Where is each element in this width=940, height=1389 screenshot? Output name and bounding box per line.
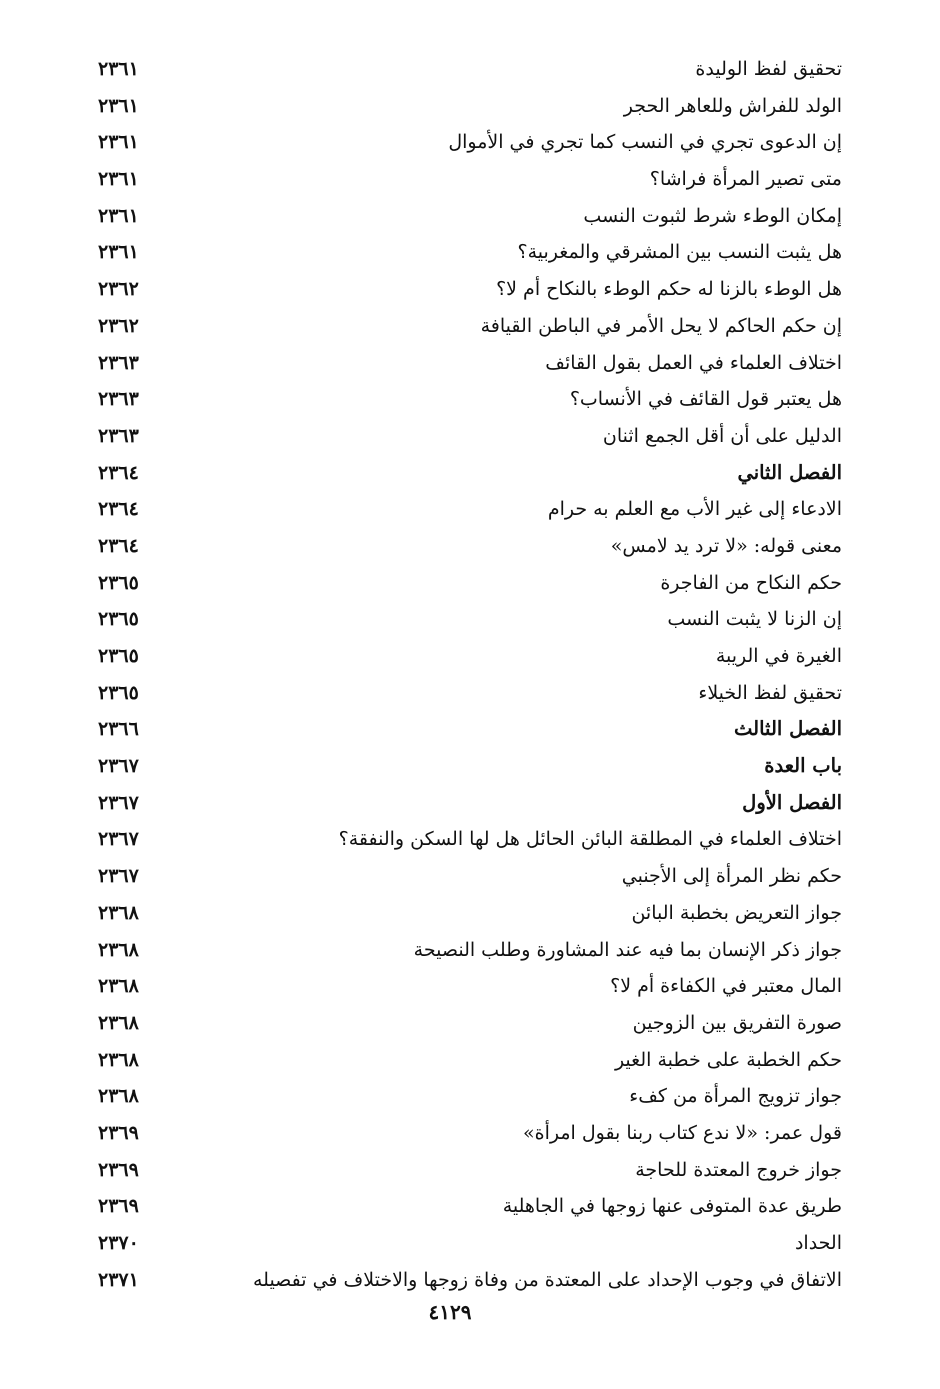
entry-page-number: ٢٣٦١	[98, 131, 139, 154]
entry-title: إن الزنا لا يثبت النسب	[667, 608, 842, 631]
entry-page-number: ٢٣٦٢	[98, 314, 139, 337]
page-number: ٤١٢٩	[428, 1300, 472, 1324]
toc-heading-row	[90, 712, 842, 749]
entry-title: صورة التفريق بين الزوجين	[632, 1011, 842, 1034]
toc-heading-row	[90, 456, 842, 493]
entry-page-number: ٢٣٦٨	[98, 1085, 139, 1108]
entry-title: اختلاف العلماء في المطلقة البائن الحائل هل لها السكن والنفقة؟	[338, 828, 842, 851]
toc-row	[90, 199, 842, 236]
entry-page-number: ٢٣٦٥	[98, 681, 139, 704]
entry-page-number: ٢٣٦٥	[98, 608, 139, 631]
entry-page-number: ٢٣٦٤	[98, 534, 139, 557]
entry-title: حكم نظر المرأة إلى الأجنبي	[621, 865, 842, 888]
entry-page-number: ٢٣٦٧	[98, 865, 139, 888]
entry-page-number: ٢٣٦٧	[98, 828, 139, 851]
section-heading: الفصل الثالث	[734, 717, 842, 741]
entry-page-number: ٢٣٦١	[98, 94, 139, 117]
toc-row	[90, 1116, 842, 1153]
entry-title: إمكان الوطء شرط لثبوت النسب	[583, 204, 842, 227]
entry-title: الاتفاق في وجوب الإحداد على المعتدة من وفاة زوجها والاختلاف في تفصيله	[252, 1268, 842, 1291]
toc-row	[90, 529, 842, 566]
toc-row	[90, 1153, 842, 1190]
toc-row	[90, 89, 842, 126]
toc-row	[90, 235, 842, 272]
entry-page-number: ٢٣٦٨	[98, 1048, 139, 1071]
entry-title: الحداد	[794, 1232, 842, 1254]
entry-page-number: ٢٣٦١	[98, 241, 139, 264]
entry-title: اختلاف العلماء في العمل بقول القائف	[545, 351, 842, 374]
entry-title: معنى قوله: «لا ترد يد لامس»	[610, 534, 842, 557]
entry-page-number: ٢٣٧٠	[98, 1232, 139, 1254]
entry-title: إن الدعوى تجري في النسب كما تجري في الأموال	[448, 131, 842, 154]
toc-heading-row	[90, 749, 842, 786]
entry-title: حكم الخطبة على خطبة الغير	[614, 1048, 842, 1071]
table-of-contents	[90, 52, 842, 1299]
entry-page-number: ٢٣٦٦	[98, 718, 139, 741]
toc-row	[90, 419, 842, 456]
entry-title: تحقيق لفظ الخيلاء	[698, 681, 842, 704]
section-heading: الفصل الثاني	[737, 460, 842, 484]
entry-title: حكم النكاح من الفاجرة	[660, 571, 842, 594]
toc-row	[90, 896, 842, 933]
entry-page-number: ٢٣٦١	[98, 204, 139, 227]
entry-page-number: ٢٣٦٥	[98, 571, 139, 594]
toc-row	[90, 602, 842, 639]
entry-page-number: ٢٣٦٩	[98, 1158, 139, 1181]
entry-title: إن حكم الحاكم لا يحل الأمر في الباطن القيافة	[480, 314, 842, 337]
entry-page-number: ٢٣٦٣	[98, 424, 139, 447]
entry-page-number: ٢٣٦٨	[98, 1011, 139, 1034]
toc-row	[90, 346, 842, 383]
toc-row	[90, 933, 842, 970]
entry-title: جواز تزويج المرأة من كفء	[629, 1085, 842, 1108]
entry-title: جواز خروج المعتدة للحاجة	[635, 1158, 842, 1181]
toc-row	[90, 1263, 842, 1300]
entry-title: تحقيق لفظ الوليدة	[695, 58, 842, 80]
toc-row	[90, 272, 842, 309]
toc-row	[90, 309, 842, 346]
entry-page-number: ٢٣٦٤	[98, 498, 139, 521]
toc-row	[90, 52, 842, 89]
toc-row	[90, 382, 842, 419]
entry-title: جواز التعريض بخطبة البائن	[631, 901, 842, 924]
entry-page-number: ٢٣٧١	[98, 1268, 139, 1291]
toc-row	[90, 969, 842, 1006]
entry-page-number: ٢٣٦٨	[98, 901, 139, 924]
entry-page-number: ٢٣٦٣	[98, 351, 139, 374]
toc-row	[90, 125, 842, 162]
toc-row	[90, 492, 842, 529]
entry-title: هل الوطء بالزنا له حكم الوطء بالنكاح أم لا؟	[496, 278, 842, 301]
toc-row	[90, 822, 842, 859]
entry-page-number: ٢٣٦١	[98, 168, 139, 191]
entry-page-number: ٢٣٦٩	[98, 1121, 139, 1144]
entry-page-number: ٢٣٦٣	[98, 388, 139, 411]
entry-title: هل يعتبر قول القائف في الأنساب؟	[569, 388, 842, 411]
entry-title: متى تصير المرأة فراشا؟	[649, 168, 842, 191]
entry-title: هل يثبت النسب بين المشرقي والمغربية؟	[517, 241, 842, 264]
entry-title: الادعاء إلى غير الأب مع العلم به حرام	[547, 498, 842, 521]
entry-page-number: ٢٣٦٤	[98, 461, 139, 484]
entry-page-number: ٢٣٦٨	[98, 938, 139, 961]
toc-row	[90, 1226, 842, 1263]
entry-page-number: ٢٣٦٢	[98, 278, 139, 301]
toc-row	[90, 1079, 842, 1116]
toc-row	[90, 566, 842, 603]
entry-page-number: ٢٣٦٧	[98, 791, 139, 814]
toc-row	[90, 859, 842, 896]
toc-row	[90, 639, 842, 676]
toc-heading-row	[90, 786, 842, 823]
entry-title: الولد للفراش وللعاهر الحجر	[623, 94, 842, 117]
entry-title: المال معتبر في الكفاءة أم لا؟	[610, 975, 842, 998]
entry-title: جواز ذكر الإنسان بما فيه عند المشاورة وطلب النصيحة	[413, 938, 842, 961]
entry-title: طريق عدة المتوفى عنها زوجها في الجاهلية	[502, 1195, 842, 1218]
entry-page-number: ٢٣٦١	[98, 58, 139, 80]
entry-page-number: ٢٣٦٧	[98, 755, 139, 778]
entry-page-number: ٢٣٦٩	[98, 1195, 139, 1218]
entry-page-number: ٢٣٦٨	[98, 975, 139, 998]
toc-row	[90, 162, 842, 199]
toc-row	[90, 1006, 842, 1043]
entry-page-number: ٢٣٦٥	[98, 645, 139, 667]
toc-row	[90, 676, 842, 713]
entry-title: قول عمر: «لا ندع كتاب ربنا بقول امرأة»	[522, 1121, 842, 1144]
entry-title: الدليل على أن أقل الجمع اثنان	[602, 424, 842, 447]
toc-row	[90, 1189, 842, 1226]
toc-row	[90, 1043, 842, 1080]
section-heading: الفصل الأول	[742, 790, 842, 814]
section-heading: باب العدة	[764, 754, 842, 778]
entry-title: الغيرة في الريبة	[715, 645, 842, 667]
